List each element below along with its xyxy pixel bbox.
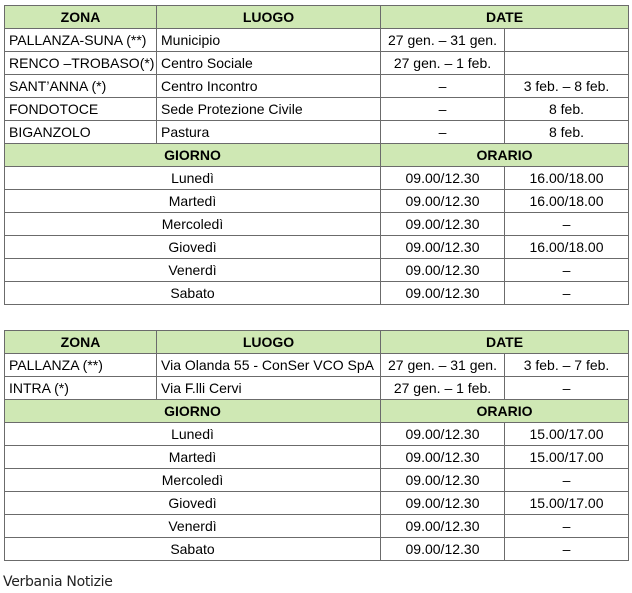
schedule-header-row: [5, 400, 629, 423]
header-date: DATE: [381, 6, 629, 29]
date-cell: 3 feb. – 7 feb.: [505, 354, 629, 377]
schedule-row: [5, 236, 629, 259]
table-body: [5, 331, 629, 561]
orario-cell: 15.00/17.00: [505, 446, 629, 469]
luogo-cell: Pastura: [157, 121, 381, 144]
header-zona: ZONA: [5, 331, 157, 354]
header-row: [5, 6, 629, 29]
header-orario: ORARIO: [381, 144, 629, 167]
zona-cell: BIGANZOLO: [5, 121, 157, 144]
giorno-cell: Sabato: [5, 538, 381, 561]
schedule-row: [5, 469, 629, 492]
date-cell: 27 gen. – 31 gen.: [381, 354, 505, 377]
giorno-cell: Venerdì: [5, 259, 381, 282]
luogo-cell: Via F.lli Cervi: [157, 377, 381, 400]
header-giorno: GIORNO: [5, 144, 381, 167]
schedule-header-row: [5, 144, 629, 167]
date-cell: 27 gen. – 1 feb.: [381, 377, 505, 400]
luogo-cell: Centro Sociale: [157, 52, 381, 75]
header-zona: ZONA: [5, 6, 157, 29]
orario-cell: 15.00/17.00: [505, 423, 629, 446]
giorno-cell: Mercoledì: [5, 213, 381, 236]
table-row: [5, 121, 629, 144]
header-luogo: LUOGO: [157, 6, 381, 29]
schedule-row: [5, 282, 629, 305]
orario-cell: 09.00/12.30: [381, 213, 505, 236]
zona-cell: PALLANZA-SUNA (**): [5, 29, 157, 52]
giorno-cell: Lunedì: [5, 423, 381, 446]
schedule-table-1: [4, 5, 629, 305]
luogo-cell: Municipio: [157, 29, 381, 52]
orario-cell: 09.00/12.30: [381, 423, 505, 446]
schedule-row: [5, 259, 629, 282]
table-row: [5, 52, 629, 75]
luogo-cell: Centro Incontro: [157, 75, 381, 98]
orario-cell: 09.00/12.30: [381, 236, 505, 259]
schedule-row: [5, 190, 629, 213]
header-giorno: GIORNO: [5, 400, 381, 423]
date-cell: 27 gen. – 31 gen.: [381, 29, 505, 52]
date-cell: –: [381, 75, 505, 98]
orario-cell: –: [505, 515, 629, 538]
luogo-cell: Sede Protezione Civile: [157, 98, 381, 121]
orario-cell: 09.00/12.30: [381, 515, 505, 538]
giorno-cell: Giovedì: [5, 492, 381, 515]
giorno-cell: Martedì: [5, 446, 381, 469]
orario-cell: 16.00/18.00: [505, 236, 629, 259]
zona-cell: FONDOTOCE: [5, 98, 157, 121]
date-cell: –: [505, 377, 629, 400]
schedule-table-2: [4, 330, 629, 561]
schedule-row: [5, 423, 629, 446]
schedule-row: [5, 492, 629, 515]
schedule-row: [5, 515, 629, 538]
header-row: [5, 331, 629, 354]
date-cell: 8 feb.: [505, 98, 629, 121]
orario-cell: 09.00/12.30: [381, 190, 505, 213]
orario-cell: 09.00/12.30: [381, 492, 505, 515]
table-row: [5, 98, 629, 121]
header-luogo: LUOGO: [157, 331, 381, 354]
table-row: [5, 29, 629, 52]
orario-cell: –: [505, 259, 629, 282]
zona-cell: RENCO –TROBASO(*): [5, 52, 157, 75]
orario-cell: 09.00/12.30: [381, 538, 505, 561]
source-caption: Verbania Notizie: [3, 574, 113, 590]
header-orario: ORARIO: [381, 400, 629, 423]
giorno-cell: Martedì: [5, 190, 381, 213]
date-cell: 3 feb. – 8 feb.: [505, 75, 629, 98]
giorno-cell: Mercoledì: [5, 469, 381, 492]
table-body: [5, 6, 629, 305]
orario-cell: –: [505, 282, 629, 305]
giorno-cell: Lunedì: [5, 167, 381, 190]
orario-cell: 15.00/17.00: [505, 492, 629, 515]
luogo-cell: Via Olanda 55 - ConSer VCO SpA: [157, 354, 381, 377]
orario-cell: –: [505, 538, 629, 561]
table-row: [5, 75, 629, 98]
orario-cell: 09.00/12.30: [381, 167, 505, 190]
zona-cell: PALLANZA (**): [5, 354, 157, 377]
orario-cell: 16.00/18.00: [505, 190, 629, 213]
date-cell: [505, 29, 629, 52]
orario-cell: 09.00/12.30: [381, 446, 505, 469]
table-row: [5, 377, 629, 400]
schedule-row: [5, 538, 629, 561]
schedule-row: [5, 167, 629, 190]
date-cell: [505, 52, 629, 75]
zona-cell: INTRA (*): [5, 377, 157, 400]
date-cell: –: [381, 121, 505, 144]
date-cell: –: [381, 98, 505, 121]
date-cell: 27 gen. – 1 feb.: [381, 52, 505, 75]
header-date: DATE: [381, 331, 629, 354]
orario-cell: 09.00/12.30: [381, 282, 505, 305]
orario-cell: 16.00/18.00: [505, 167, 629, 190]
orario-cell: –: [505, 213, 629, 236]
orario-cell: –: [505, 469, 629, 492]
giorno-cell: Giovedì: [5, 236, 381, 259]
giorno-cell: Sabato: [5, 282, 381, 305]
orario-cell: 09.00/12.30: [381, 469, 505, 492]
table-row: [5, 354, 629, 377]
orario-cell: 09.00/12.30: [381, 259, 505, 282]
date-cell: 8 feb.: [505, 121, 629, 144]
giorno-cell: Venerdì: [5, 515, 381, 538]
schedule-row: [5, 446, 629, 469]
zona-cell: SANT’ANNA (*): [5, 75, 157, 98]
schedule-row: [5, 213, 629, 236]
